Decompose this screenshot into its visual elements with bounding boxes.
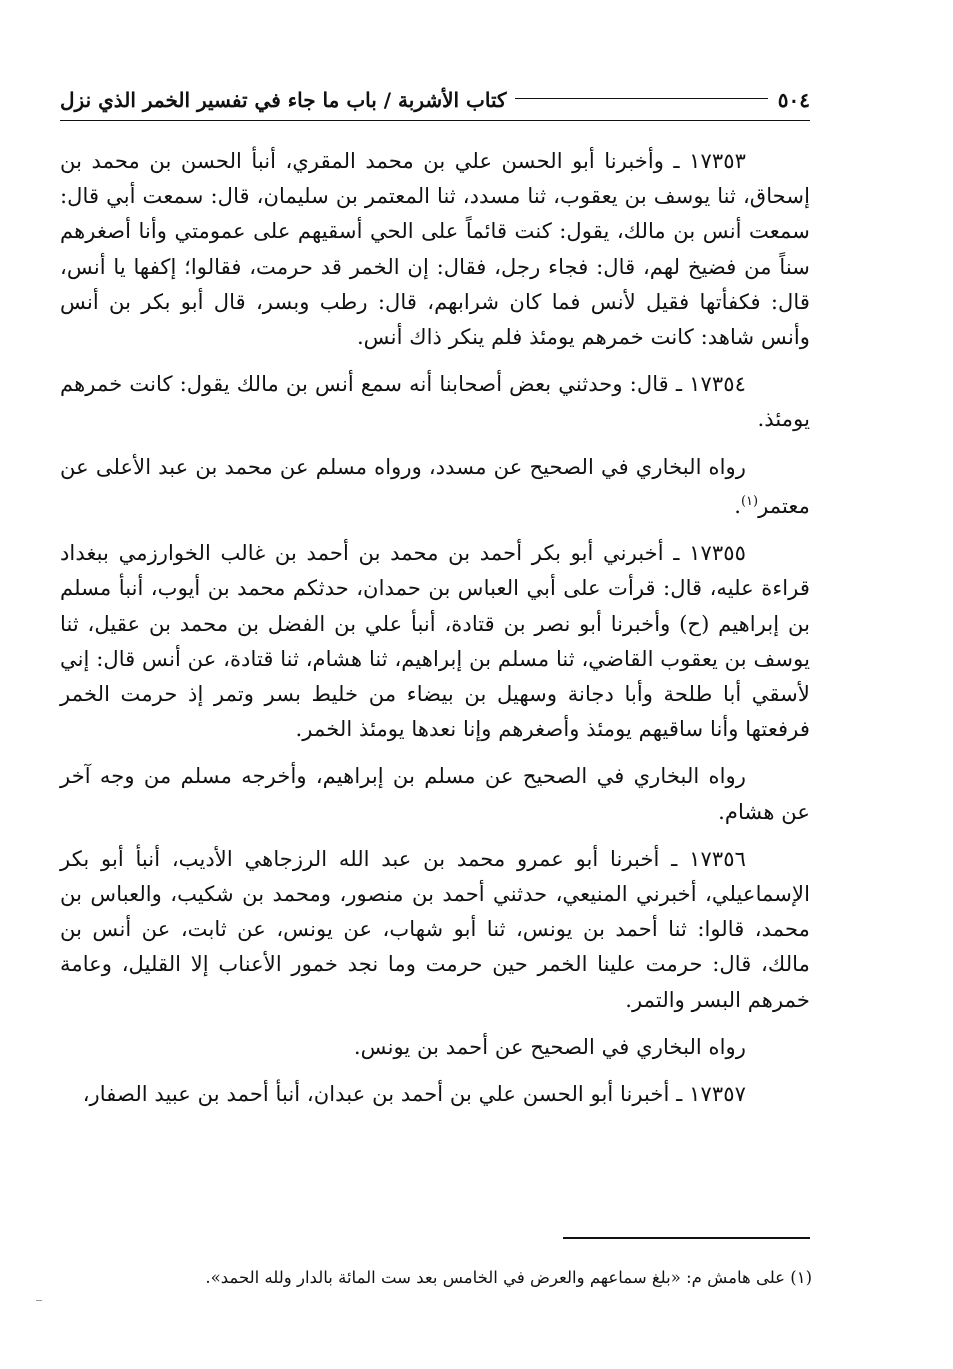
commentary-text: رواه البخاري في الصحيح عن مسدد، ورواه مسلم عن محمد بن عبد الأعلى عن معتمر <box>60 453 810 518</box>
margin-mark <box>36 1300 42 1301</box>
header-divider <box>515 98 768 99</box>
commentary-17356: رواه البخاري في الصحيح عن أحمد بن يونس. <box>353 1033 746 1059</box>
commentary-end: . <box>734 492 741 518</box>
page-body <box>60 84 810 1123</box>
header-title: كتاب الأشربة / باب ما جاء في تفسير الخمر الذي نزل <box>60 88 507 112</box>
commentary-17355: رواه البخاري في الصحيح عن مسلم بن إبراهيم، وأخرجه مسلم من وجه آخر عن هشام. <box>60 763 810 824</box>
hadith-17354: ١٧٣٥٤ ـ قال: وحدثني بعض أصحابنا أنه سمع أنس بن مالك يقول: كانت خمرهم يومئذ. <box>60 371 810 432</box>
hadith-17357: ١٧٣٥٧ ـ أخبرنا أبو الحسن علي بن أحمد بن عبدان، أنبأ أحمد بن عبيد الصفار، <box>82 1080 746 1106</box>
running-header <box>60 84 810 121</box>
footnote: (١) على هامش م: «بلغ سماعهم والعرض في الخامس بعد ست المائة بالدار ولله الحمد». <box>205 1268 812 1287</box>
commentary-17354 <box>60 449 810 523</box>
footnote-ref[interactable]: (١) <box>740 493 759 509</box>
page-number: ٥٠٤ <box>777 88 810 112</box>
footnote-separator <box>563 1237 810 1239</box>
hadith-17353: ١٧٣٥٣ ـ وأخبرنا أبو الحسن علي بن محمد المقري، أنبأ الحسن بن محمد بن إسحاق، ثنا يوسف بن يعقوب، ثنا مسدد، ثنا المعتمر بن سليمان، قال: سمعت أبي قال: سمعت أنس بن مالك، يقول: كنت قائماً على الحي أسقيهم على عمومتي وأنا أصغرهم سناً من فضيخ لهم، قال: فجاء رجل، فقال: إن الخمر قد حرمت، فقالوا؛ إكفها يا أنس، قال: فكفأتها فقيل لأنس فما كان شرابهم، قال: رطب وبسر، قال أبو بكر بن أنس وأنس شاهد: كانت خمرهم يومئذ فلم ينكر ذاك أنس. <box>60 148 810 350</box>
hadith-17356: ١٧٣٥٦ ـ أخبرنا أبو عمرو محمد بن عبد الله الرزجاهي الأديب، أنبأ أبو بكر الإسماعيلي، أخبرني المنيعي، حدثني أحمد بن منصور، ومحمد بن شكيب، والعباس بن محمد، قالوا: ثنا أحمد بن يونس، ثنا أبو شهاب، عن يونس، عن ثابت، عن أنس بن مالك، قال: حرمت علينا الخمر حين حرمت وما نجد خمور الأعناب إلا القليل، وعامة خمرهم البسر والتمر. <box>60 845 810 1012</box>
hadith-17355: ١٧٣٥٥ ـ أخبرني أبو بكر أحمد بن محمد بن أحمد بن غالب الخوارزمي ببغداد قراءة عليه، قال: قرأت على أبي العباس بن حمدان، حدثكم محمد بن أيوب، أنبأ مسلم بن إبراهيم (ح) وأخبرنا أبو نصر بن قتادة، أنبأ علي بن الفضل بن محمد بن عقيل، ثنا يوسف بن يعقوب القاضي، ثنا مسلم بن إبراهيم، ثنا هشام، ثنا قتادة، عن أنس قال: إني لأسقي أبا طلحة وأبا دجانة وسهيل بن بيضاء من خليط بسر وتمر إذ حرمت الخمر فرفعتها وأنا ساقيهم يومئذ وأصغرهم وإنا نعدها يومئذ الخمر. <box>60 540 810 742</box>
